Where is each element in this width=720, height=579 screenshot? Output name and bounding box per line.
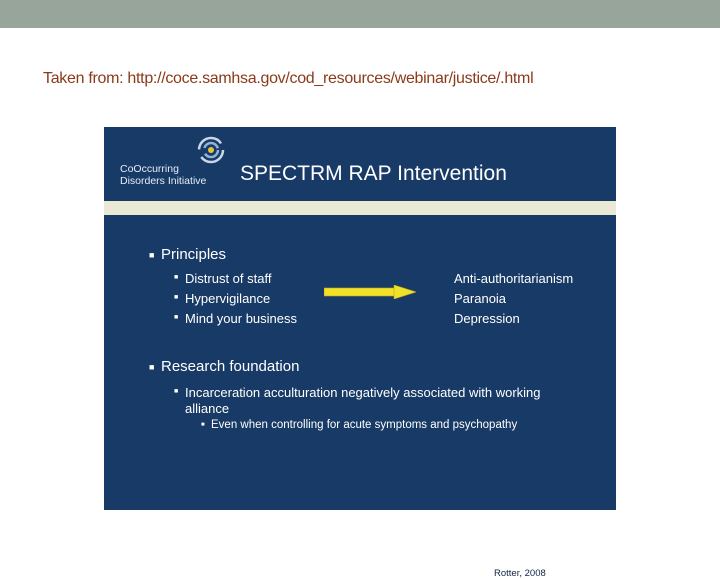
principle-item [174,291,271,306]
bullet-icon: ■ [174,314,179,321]
logo-text [120,163,206,187]
principles-heading [149,246,227,263]
research-subitem-text: Even when controlling for acute symptoms and psychopathy [211,419,518,431]
bullet-icon: ■ [174,388,179,395]
principles-heading-text: Principles [161,246,227,263]
citation: Rotter, 2008 [494,568,546,579]
bullet-icon: ■ [201,422,205,428]
bullet-icon: ■ [174,294,179,301]
research-heading-text: Research foundation [161,358,300,375]
slide-title: SPECTRM RAP Intervention [240,162,507,185]
arrow-right-icon [324,285,416,299]
logo [118,135,258,191]
slide-content [104,215,616,579]
slide-header [104,127,616,201]
principle-item [174,311,297,326]
principle-item [174,271,272,286]
logo-line-2: Disorders Initiative [120,175,207,187]
research-item-continuation: alliance [185,401,230,416]
bullet-icon: ■ [174,274,179,281]
slide [104,127,616,579]
logo-mark-icon [196,135,226,165]
research-heading [149,358,300,375]
research-item [174,385,541,400]
principle-item-text: Hypervigilance [185,291,271,306]
top-bar [0,0,720,28]
logo-line-1: CoOccurring [120,163,179,175]
outcome-item: Depression [454,311,520,326]
principle-item-text: Mind your business [185,311,297,326]
research-subitem [201,419,518,431]
bullet-icon: ■ [149,362,155,372]
outcome-item: Paranoia [454,291,507,306]
principle-item-text: Distrust of staff [185,271,272,286]
research-item-line-1: Incarceration acculturation negatively associated with working [185,385,541,400]
slide-stripe [104,201,616,215]
outcome-item: Anti-authoritarianism [454,271,574,286]
bullet-icon: ■ [149,250,155,260]
source-caption: Taken from: http://coce.samhsa.gov/cod_resources/webinar/justice/.html [43,70,534,87]
